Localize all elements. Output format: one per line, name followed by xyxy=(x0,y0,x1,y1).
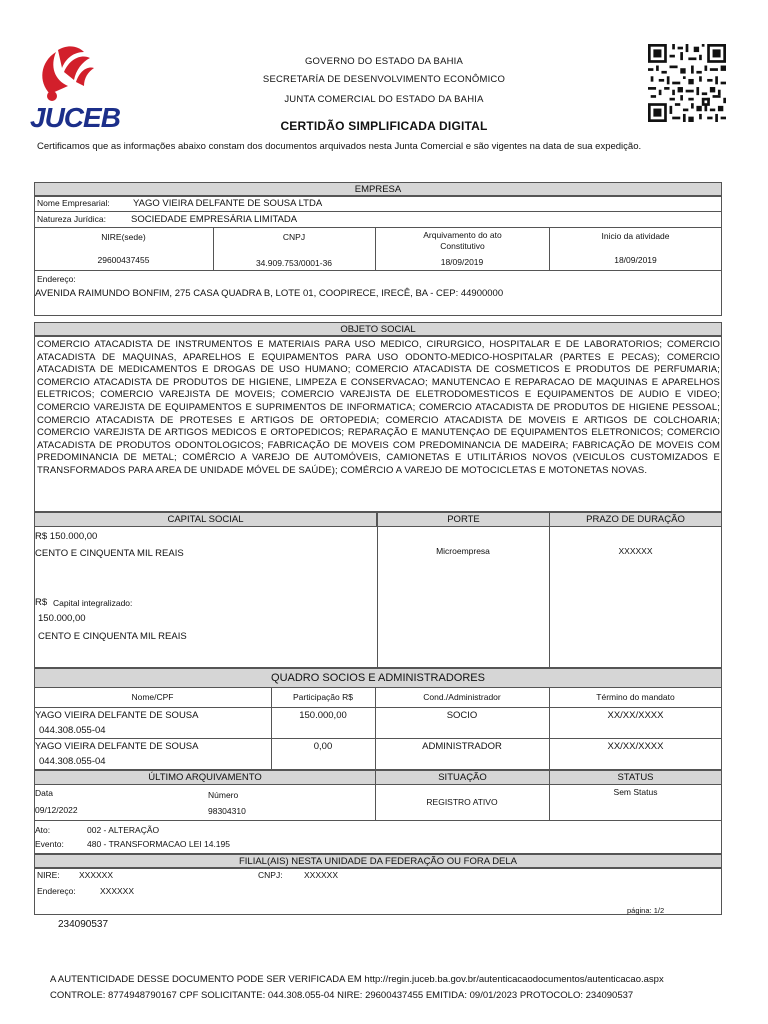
evento-label: Evento: xyxy=(35,839,64,849)
arquivamento-label: Arquivamento do ato Constitutivo xyxy=(423,230,502,251)
section-prazo-title: PRAZO DE DURAÇÃO xyxy=(549,512,722,527)
col-termino-mandato: Término do mandato xyxy=(596,692,675,702)
section-porte-title: PORTE xyxy=(377,512,550,527)
filial-box xyxy=(34,867,722,915)
socio-1-cond: SOCIO xyxy=(446,710,478,721)
section-filial-title: FILIAL(AIS) NESTA UNIDADE DA FEDERAÇÃO OU FORA DELA xyxy=(34,854,722,869)
capital-extenso: CENTO E CINQUENTA MIL REAIS xyxy=(35,548,184,559)
socio-2-cpf: 044.308.055-04 xyxy=(39,756,106,767)
endereco-label: Endereço: xyxy=(37,274,76,284)
socio-1-termino: XX/XX/XXXX xyxy=(607,710,664,721)
logo-text: JUCEB xyxy=(30,102,120,133)
cnpj-label: CNPJ xyxy=(282,232,306,242)
socio-2-participacao: 0,00 xyxy=(313,741,333,752)
evento-value: 480 - TRANSFORMACAO LEI 14.195 xyxy=(87,839,230,849)
nire-label: NIRE(sede) xyxy=(101,232,146,242)
inicio-atividade-label: Inicio da atividade xyxy=(601,231,670,241)
cnpj-value: 34.909.753/0001-36 xyxy=(255,258,333,268)
inicio-atividade-value: 18/09/2019 xyxy=(614,255,657,265)
capital-integralizado-value: 150.000,00 xyxy=(38,613,86,624)
protocolo-number: 234090537 xyxy=(58,919,109,930)
qr-code-icon xyxy=(648,44,726,122)
col-participacao: Participação R$ xyxy=(292,692,353,702)
filial-endereco-label: Endereço: xyxy=(37,886,76,896)
filial-cnpj-value: XXXXXX xyxy=(304,870,339,880)
capital-box xyxy=(34,512,722,668)
page-title: CERTIDÃO SIMPLIFICADA DIGITAL xyxy=(280,119,488,133)
ato-label: Ato: xyxy=(35,825,51,835)
footer-authenticity: A AUTENTICIDADE DESSE DOCUMENTO PODE SER VERIFICADA EM http://regin.juceb.ba.gov.br/autenticacaodocumentos/autenticacao.aspx xyxy=(50,974,664,985)
objeto-social-text: COMERCIO ATACADISTA DE INSTRUMENTOS E MATERIAIS PARA USO MEDICO, CIRURGICO, HOSPITALAR E DE LABORATORIOS; COMERCIO ATACADISTA DE MAQUINAS, APARELHOS E EQUIPAMENTOS PARA USO ODONTO-MEDICO-HOSPITALAR (PARTES E PECAS); COMERCIO ATACADISTA DE MEDICAMENTOS E DROGAS DE USO HUMANO; COMERCIO ATACADISTA DE COSMETICOS E PRODUTOS DE PERFUMARIA; COMERCIO ATACADISTA DE PRODUTOS DE HIGIENE, LIMPEZA E CONSERVACAO; MANUTENCAO E REPARACAO DE MAQUINAS E APARELHOS ELETRICOS; COMERCIO VAREJISTA DE MOVEIS; COMERCIO VAREJISTA DE ELETRODOMESTICOS E EQUIPAMENTOS DE AUDIO E VIDEO; COMERCIO VAREJISTA DE EQUIPAMENTOS E SUPRIMENTOS DE INFORMATICA; COMERCIO ATACADISTA DE PRODUTOS DE HIGIENE PESSOAL; COMERCIO ATACADISTA DE PROTESES E ARTIGOS DE ORTOPEDIA; COMERCIO ATACADISTA DE MOVEIS E ARTIGOS DE COLCHOARIA; COMERCIO VAREJISTA DE ARTIGOS MEDICOS E ORTOPEDICOS; REPARAÇÃO E MANUTENÇAO DE EQUIPAMENTOS ELETRONICOS; COMERCIO ATACADISTA DE PRODUTOS ODONTOLOGICOS; FABRICAÇÃO DE MOVEIS COM PREDOMINANCIA DE MADEIRA; FABRICAÇÃO DE MOVEIS COM PREDOMINANCIA DE METAL; COMÉRCIO A VAREJO DE AUTOMÓVEIS, CAMIONETAS E UTILITÁRIOS NOVOS (VEICULOS CUSTOMIZADOS E TRANSFORMADOS PARA AREA DE UNIDADE MÓVEL DE SAÚDE); COMÉRCIO A VAREJO DE MOTOCICLETAS E MOTONETAS NOVAS. xyxy=(37,339,720,476)
capital-integralizado-label: Capital integralizado: xyxy=(53,598,133,608)
socio-1-cpf: 044.308.055-04 xyxy=(39,725,106,736)
socio-1-participacao: 150.000,00 xyxy=(299,710,347,721)
page-number: página: 1/2 xyxy=(627,906,665,915)
status-value: Sem Status xyxy=(613,787,658,797)
section-capital-title: CAPITAL SOCIAL xyxy=(34,512,377,527)
ultimo-data-label: Data xyxy=(35,788,53,798)
ultimo-data-value: 09/12/2022 xyxy=(35,805,78,815)
section-socios-title: QUADRO SOCIOS E ADMINISTRADORES xyxy=(34,668,722,688)
ato-value: 002 - ALTERAÇÃO xyxy=(87,825,160,835)
capital-integralizado-extenso: CENTO E CINQUENTA MIL REAIS xyxy=(38,631,187,642)
nire-value: 29600437455 xyxy=(97,255,150,265)
footer-controle: CONTROLE: 8774948790167 CPF SOLICITANTE: 044.308.055-04 NIRE: 29600437455 EMITIDA: 09/01/2023 PROTOCOLO: 234090537 xyxy=(50,990,634,1001)
header-junta: JUNTA COMERCIAL DO ESTADO DA BAHIA xyxy=(284,94,484,105)
situacao-value: REGISTRO ATIVO xyxy=(426,797,498,807)
filial-nire-value: XXXXXX xyxy=(79,870,114,880)
filial-cnpj-label: CNPJ: xyxy=(258,870,283,880)
nome-empresarial-value: YAGO VIEIRA DELFANTE DE SOUSA LTDA xyxy=(133,198,323,209)
filial-endereco-value: XXXXXX xyxy=(100,886,135,896)
filial-nire-label: NIRE: xyxy=(37,870,60,880)
natureza-juridica-label: Natureza Jurídica: xyxy=(37,214,106,224)
section-situacao-title: SITUAÇÃO xyxy=(375,770,550,785)
section-empresa-title: EMPRESA xyxy=(34,182,722,197)
socio-1-nome: YAGO VIEIRA DELFANTE DE SOUSA xyxy=(35,710,199,721)
certification-statement: Certificamos que as informações abaixo constam dos documentos arquivados nesta Junta Comercial e são vigentes na data de sua expedição. xyxy=(37,141,642,152)
porte-value: Microempresa xyxy=(436,546,490,556)
capital-integralizado-currency: R$ xyxy=(35,597,48,608)
section-status-title: STATUS xyxy=(549,770,722,785)
socio-2-nome: YAGO VIEIRA DELFANTE DE SOUSA xyxy=(35,741,199,752)
header-secretaria: SECRETARÍA DE DESENVOLVIMENTO ECONÔMICO xyxy=(262,74,506,85)
endereco-value: AVENIDA RAIMUNDO BONFIM, 275 CASA QUADRA B, LOTE 01, COOPIRECE, IRECÊ, BA - CEP: 44900000 xyxy=(35,288,504,299)
ultimo-numero-value: 98304310 xyxy=(208,806,246,816)
socio-2-termino: XX/XX/XXXX xyxy=(607,741,664,752)
arquivamento-value: 18/09/2019 xyxy=(440,257,484,267)
section-objeto-social-title: OBJETO SOCIAL xyxy=(34,322,722,337)
section-ultimo-arquivamento-title: ÚLTIMO ARQUIVAMENTO xyxy=(34,770,376,785)
natureza-juridica-value: SOCIEDADE EMPRESÁRIA LIMITADA xyxy=(131,214,298,225)
capital-value: R$ 150.000,00 xyxy=(35,531,98,542)
header-government: GOVERNO DO ESTADO DA BAHIA xyxy=(304,56,464,67)
socio-2-cond: ADMINISTRADOR xyxy=(422,741,502,752)
col-nome-cpf: Nome/CPF xyxy=(131,692,174,702)
prazo-value: XXXXXX xyxy=(618,546,653,556)
col-cond-administrador: Cond./Administrador xyxy=(423,692,501,702)
nome-empresarial-label: Nome Empresarial: xyxy=(37,198,110,208)
ultimo-numero-label: Número xyxy=(208,790,239,800)
